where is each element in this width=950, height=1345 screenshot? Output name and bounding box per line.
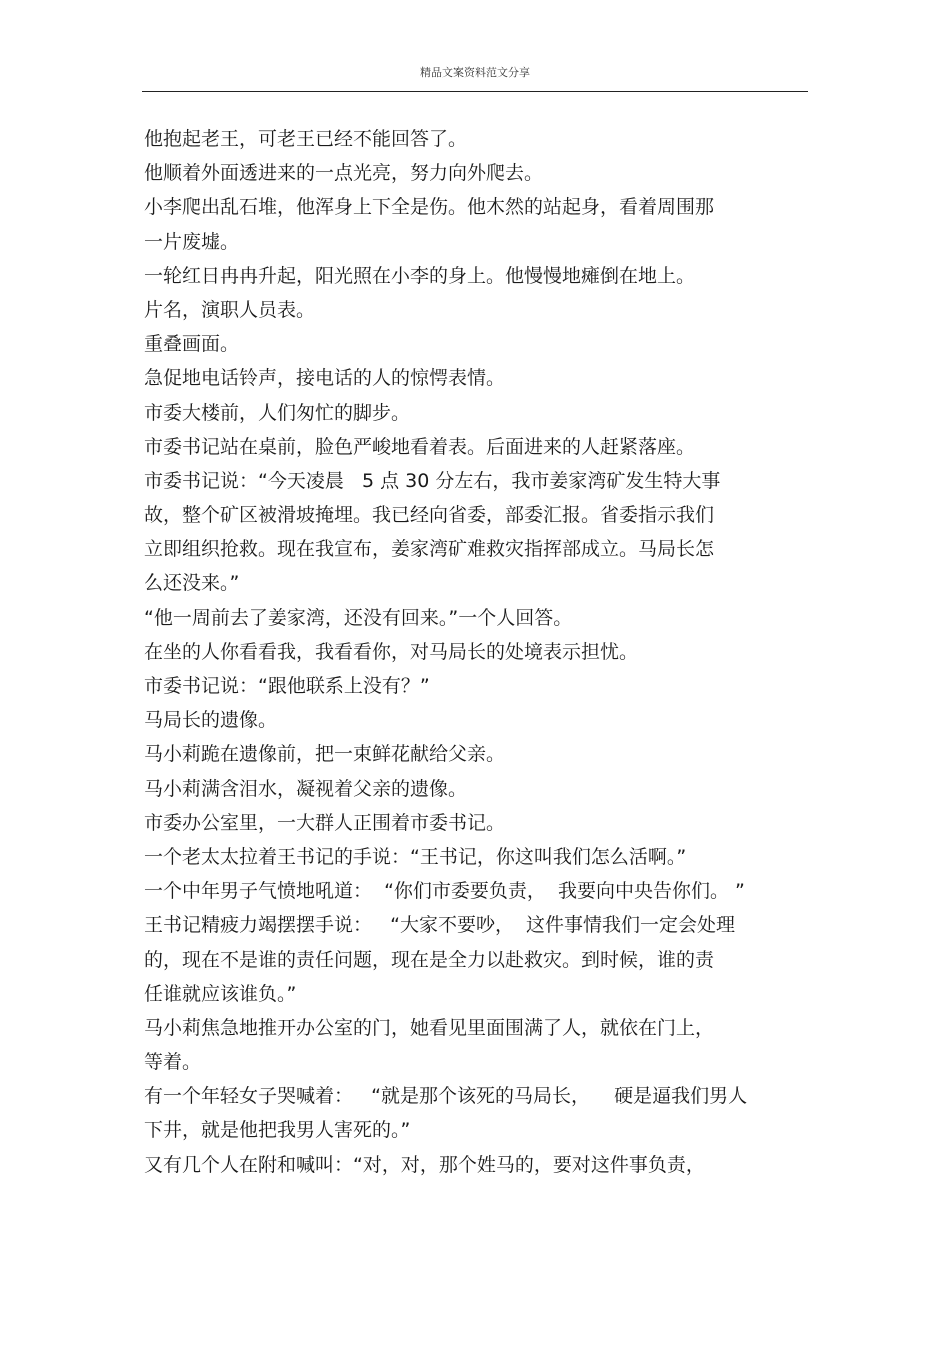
text-line: 马小莉满含泪水，凝视着父亲的遗像。 — [144, 777, 468, 800]
text-line: 市委书记说：“跟他联系上没有？” — [144, 675, 430, 697]
text-line: “他一周前去了姜家湾，还没有回来。”一个人回答。 — [144, 606, 573, 629]
text-line: 重叠画面。 — [144, 333, 240, 356]
page-header: 精品文案资料范文分享 — [420, 66, 530, 79]
text-line: 急促地电话铃声，接电话的人的惊愕表情。 — [144, 367, 506, 390]
text-line: 任谁就应该谁负。” — [144, 982, 297, 1005]
text-line: 故，整个矿区被滑坡掩埋。我已经向省委，部委汇报。省委指示我们 — [144, 504, 715, 527]
text-line: 在坐的人你看看我，我看看你，对马局长的处境表示担忧。 — [144, 640, 639, 663]
text-line: 马小莉跪在遗像前，把一束鲜花献给父亲。 — [144, 743, 506, 766]
text-line: 市委办公室里，一大群人正围着市委书记。 — [144, 811, 506, 834]
text-line: 马局长的遗像。 — [144, 709, 278, 732]
text-line: 市委书记说：“今天凌晨 5 点 30 分左右，我市姜家湾矿发生特大事 — [144, 469, 721, 492]
text-line: 立即组织抢救。现在我宣布，姜家湾矿难救灾指挥部成立。马局长怎 — [144, 538, 715, 561]
text-line: 么还没来。” — [144, 572, 240, 595]
text-line: 市委大楼前，人们匆忙的脚步。 — [144, 401, 411, 424]
document-body — [144, 122, 808, 1182]
text-line: 等着。 — [144, 1051, 202, 1074]
text-line: 一个中年男子气愤地吼道： “你们市委要负责， 我要向中央告你们。 ” — [144, 880, 745, 903]
header-divider — [142, 91, 808, 92]
text-line: 小李爬出乱石堆，他浑身上下全是伤。他木然的站起身，看着周围那 — [144, 196, 715, 219]
text-line: 有一个年轻女子哭喊着： “就是那个该死的马局长， 硬是逼我们男人 — [144, 1085, 748, 1108]
text-line: 一轮红日冉冉升起，阳光照在小李的身上。他慢慢地瘫倒在地上。 — [144, 264, 696, 287]
text-line: 片名，演职人员表。 — [144, 298, 316, 321]
text-line: 一个老太太拉着王书记的手说：“王书记，你这叫我们怎么活啊。” — [144, 845, 687, 868]
text-line: 下井，就是他把我男人害死的。” — [144, 1119, 411, 1142]
text-line: 他顺着外面透进来的一点光亮，努力向外爬去。 — [144, 162, 544, 185]
text-line: 王书记精疲力竭摆摆手说： “大家不要吵， 这件事情我们一定会处理 — [144, 914, 736, 937]
text-line: 一片废墟。 — [144, 230, 240, 253]
text-line: 又有几个人在附和喊叫：“对，对，那个姓马的，要对这件事负责， — [144, 1153, 705, 1176]
text-line: 他抱起老王，可老王已经不能回答了。 — [144, 128, 468, 150]
text-line: 的，现在不是谁的责任问题，现在是全力以赴救灾。到时候，谁的责 — [144, 948, 715, 971]
text-line: 市委书记站在桌前，脸色严峻地看着表。后面进来的人赶紧落座。 — [144, 435, 696, 458]
text-line: 马小莉焦急地推开办公室的门，她看见里面围满了人，就依在门上， — [144, 1016, 715, 1039]
